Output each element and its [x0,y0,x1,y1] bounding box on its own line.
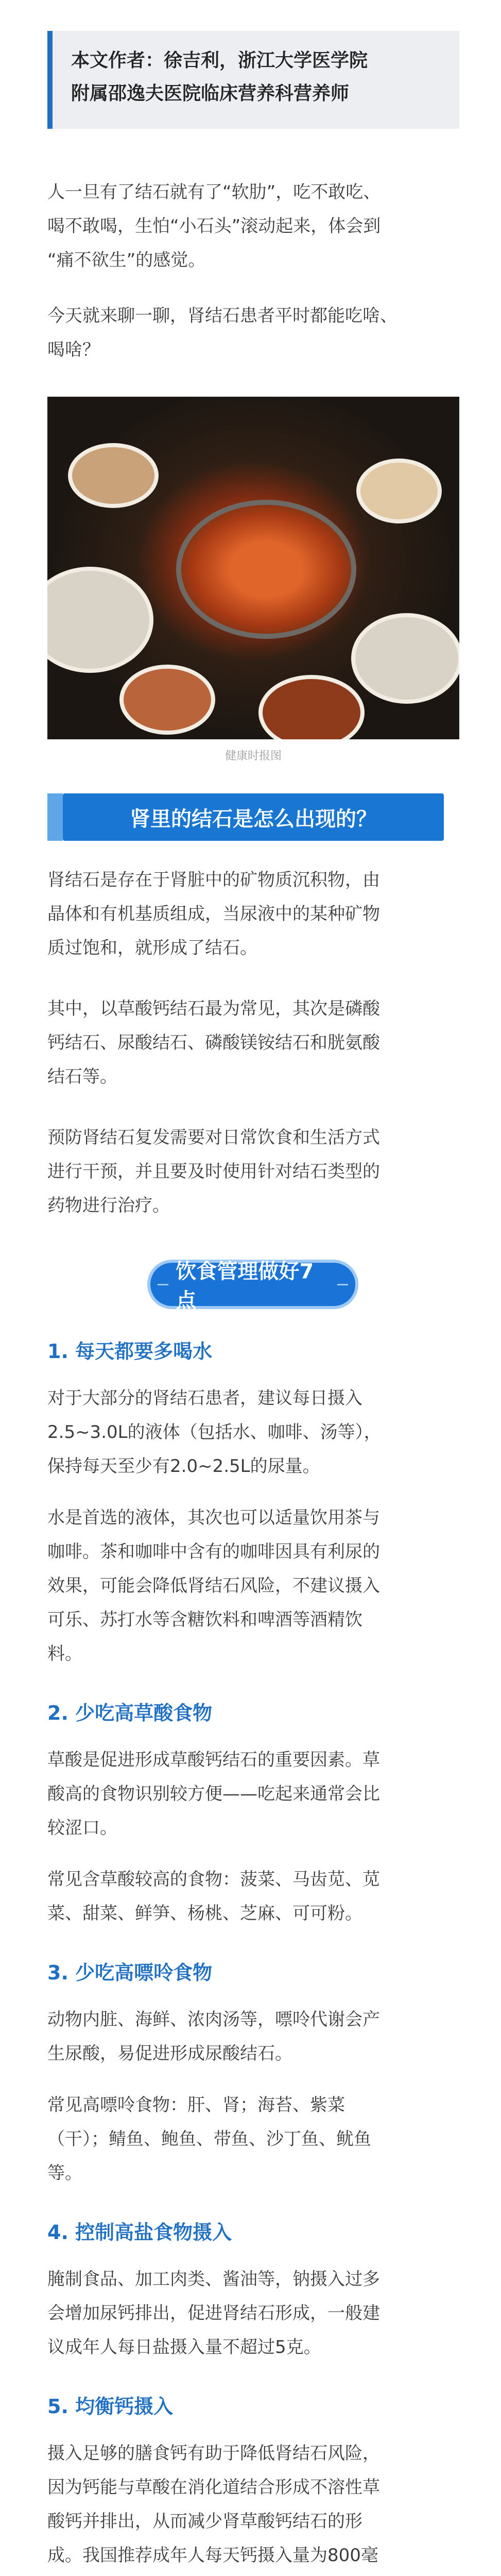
intro-paragraph: 人一旦有了结石就有了“软肋”，吃不敢吃、 喝不敢喝，生怕“小石头”滚动起来，体会到 “痛不欲生”的感觉。 [47,182,381,270]
section-paragraph: 预防肾结石复发需要对日常饮食和生活方式 进行干预，并且要及时使用针对结石类型的 药物进行治疗。 [47,1127,380,1216]
item-paragraph: 常见含草酸较高的食物：菠菜、马齿苋、苋 菜、甜菜、鲜笋、杨桃、芝麻、可可粉。 [47,1869,380,1924]
item-paragraph: 水是首选的液体，其次也可以适量饮用茶与 咖啡。茶和咖啡中含有的咖啡因具有利尿的 效果，可能会降低肾结石风险，不建议摄入 可乐、苏打水等含糖饮料和啤酒等酒精饮 料。 [47,1507,380,1664]
section-banner [63,793,444,841]
item-heading: 5. 均衡钙摄入 [47,2395,174,2418]
item-paragraph: 摄入足够的膳食钙有助于降低肾结石风险， 因为钙能与草酸在消化道结合形成不溶性草 酸钙并排出，从而减少肾草酸钙结石的形 成。我国推荐成年人每天钙摄入量为800毫 [47,2443,380,2566]
intro-paragraph: 今天就来聊一聊，肾结石患者平时都能吃啥、 喝啥？ [47,306,398,360]
diet-pill: 饮食管理做好7点 [147,1260,358,1309]
hotpot-photo [47,397,459,739]
item-heading: 4. 控制高盐食物摄入 [47,2221,232,2244]
photo-caption: 健康时报图 [224,750,282,762]
item-paragraph: 常见高嘌呤食物：肝、肾；海苔、紫菜 （干）；鲭鱼、鲍鱼、带鱼、沙丁鱼、鱿鱼 等。 [47,2095,371,2183]
author-box [47,31,459,129]
item-paragraph: 对于大部分的肾结石患者，建议每日摄入 2.5~3.0L的液体（包括水、咖啡、汤等）， 保持每天至少有2.0~2.5L的尿量。 [47,1388,382,1477]
item-heading: 3. 少吃高嘌呤食物 [47,1961,213,1984]
item-paragraph: 动物内脏、海鲜、浓肉汤等，嘌呤代谢会产 生尿酸，易促进形成尿酸结石。 [47,2009,380,2064]
item-heading: 2. 少吃高草酸食物 [47,1702,213,1724]
author-line: 本文作者：徐吉利，浙江大学医学院 [71,50,368,71]
section-paragraph: 肾结石是存在于肾脏中的矿物质沉积物，由 晶体和有机基质组成，当尿液中的某种矿物 质过饱和，就形成了结石。 [47,870,380,958]
section-paragraph: 其中，以草酸钙结石最为常见，其次是磷酸 钙结石、尿酸结石、磷酸镁铵结石和胱氨酸 结石等。 [47,998,380,1087]
item-paragraph: 草酸是促进形成草酸钙结石的重要因素。草 酸高的食物识别较方便——吃起来通常会比 较涩口。 [47,1750,380,1838]
author-line: 附属邵逸夫医院临床营养科营养师 [71,83,350,104]
item-paragraph: 腌制食品、加工肉类、酱油等，钠摄入过多 会增加尿钙排出，促进肾结石形成，一般建 议成年人每日盐摄入量不超过5克。 [47,2269,380,2358]
item-heading: 1. 每天都要多喝水 [47,1340,213,1363]
section-banner-title: 肾里的结石是怎么出现的？ [130,807,377,831]
